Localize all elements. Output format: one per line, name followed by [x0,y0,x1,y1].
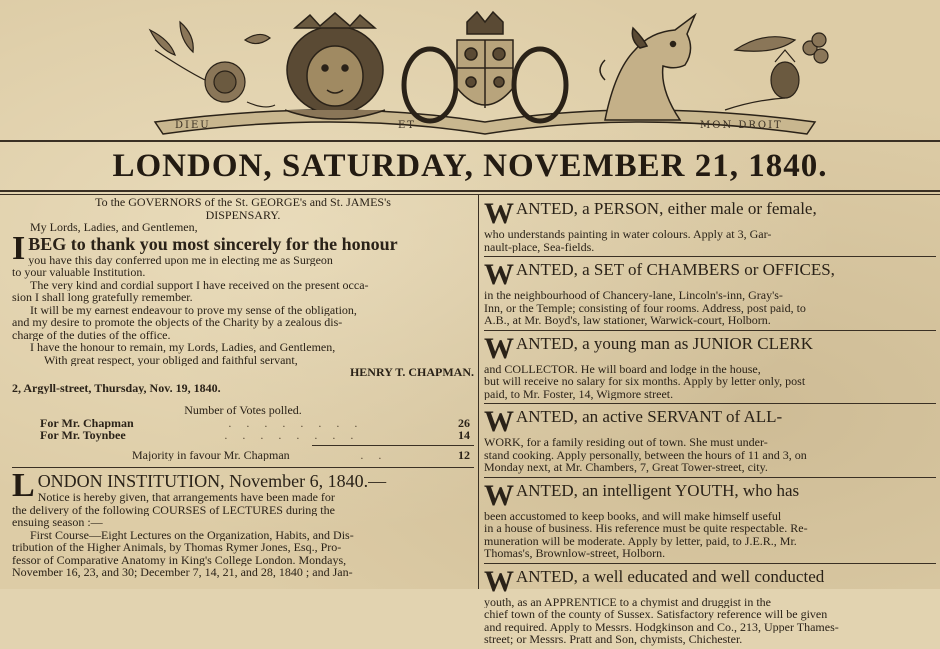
letter-address: To the GOVERNORS of the St. GEORGE's and St. JAMES's [95,196,391,209]
wanted-ad [484,331,936,405]
votes-title: Number of Votes polled. [184,404,302,417]
ad-line: nault-place, Sea-fields. [484,240,595,253]
ad-dropcap: W [484,261,514,289]
leader-dots: . . . . . . . . [224,429,360,442]
votes-row-value: 14 [458,429,470,442]
ad-line: been accustomed to keep books, and will make himself useful [484,509,782,522]
column-divider [478,194,479,589]
votes-row-value: 26 [458,416,470,429]
ad-line: and required. Apply to Messrs. Hodgkinson and Co., 213, Upper Thames- [484,620,839,633]
wanted-ad [484,196,936,257]
ad-dropcap: W [484,481,514,510]
letter-address-2: DISPENSARY. [205,208,281,221]
letter-signature: HENRY T. CHAPMAN. [349,366,474,379]
institution-line: tribution of the Higher Animals, by Thomas Rymer Jones, Esq., Pro- [12,541,342,554]
institution-line: the delivery of the following COURSES of LECTURES during the [12,503,335,516]
votes-row-label: For Mr. Chapman [40,416,134,429]
ad-dropcap: W [484,567,514,596]
votes-table [12,404,474,461]
ad-headline: ANTED, an active SERVANT of ALL- [516,408,783,426]
institution-line: fessor of Comparative Anatomy in King's College London. Mondays, [12,553,347,566]
motto-et: ET [398,120,416,131]
royal-coat-of-arms-illustration [135,10,835,138]
ad-line: chief town of the county of Sussex. Satisfactory reference will be given [484,608,828,621]
ad-line: Monday next, at Mr. Chambers, 7, Great Tower-street, city. [484,461,768,474]
ad-line: who understands painting in water colours. Apply at 3, Gar- [484,228,772,241]
institution-head: ONDON INSTITUTION, November 6, 1840.— [37,471,387,491]
letter-line: I have the honour to remain, my Lords, Ladies, and Gentlemen, [30,341,336,354]
page-dateline: LONDON, SATURDAY, NOVEMBER 21, 1840. [112,148,828,184]
leader-dots: . . . . . . . . [228,416,364,429]
ad-line: in a house of business. His reference must be quite respectable. Re- [484,522,808,535]
institution-line: First Course—Eight Lectures on the Organization, Habits, and Dis- [30,528,354,541]
letter-line: With great respect, your obliged and faithful servant, [44,353,298,366]
ad-line: muneration will be moderate. Apply by letter, paid, to J.E.R., Mr. [484,534,797,547]
institution-line: ensuing season :— [12,516,103,529]
institution-dropcap: L [12,471,35,504]
dateline-rule-bottom [0,194,940,195]
votes-majority [12,449,474,462]
motto-dieu: DIEU [175,120,211,131]
letter-dropcap: I [12,233,26,266]
wanted-ad [484,257,936,331]
ad-dropcap: W [484,334,514,363]
ad-headline: ANTED, a well educated and well conducted [516,567,825,586]
leader-dots: . . [360,448,388,461]
right-column [484,196,936,646]
letter-line: to your valuable Institution. [12,266,146,279]
majority-label: Majority in favour Mr. Chapman [132,448,290,461]
ad-line: stand cooking. Apply personally, between the hours of 11 and 3, on [484,448,807,461]
ad-line: but will receive no salary for six months. Apply by letter only, post [484,375,806,388]
letter-line: sion I shall long gratefully remember. [12,291,193,304]
unicorn-icon [600,15,695,120]
ad-dropcap: W [484,408,514,436]
dateline-rule-top [0,190,940,192]
left-column [12,196,474,589]
motto-mon-droit: MON DROIT [700,120,783,131]
votes-row [12,429,474,442]
letter-line: It will be my earnest endeavour to prove my sense of the obligation, [30,303,357,316]
dispensary-letter [12,196,474,394]
wanted-ad [484,478,936,564]
ad-headline: ANTED, a PERSON, either male or female, [516,200,817,218]
ad-line: WORK, for a family residing out of town. She must under- [484,436,768,449]
ad-line: and COLLECTOR. He will board and lodge in the house, [484,362,761,375]
letter-salutation: My Lords, Ladies, and Gentlemen, [30,221,198,234]
wanted-ad [484,404,936,478]
letter-place-date: 2, Argyll-street, Thursday, Nov. 19, 1840. [12,381,221,394]
shield-icon [457,12,513,108]
ad-line: A.B., at Mr. Boyd's, law stationer, Warwick-court, Holborn. [484,314,771,327]
ad-line: youth, as an APPRENTICE to a chymist and druggist in the [484,595,771,608]
votes-row-label: For Mr. Toynbee [40,429,126,442]
lion-icon [285,13,385,119]
letter-line: The very kind and cordial support I have received on the present occa- [30,278,369,291]
institution-line: Notice is hereby given, that arrangements have been made for [37,491,335,504]
ad-headline: ANTED, a young man as JUNIOR CLERK [516,334,813,353]
ad-line: paid, to Mr. Foster, 14, Wigmore street. [484,387,674,400]
letter-line: you have this day conferred upon me in electing me as Surgeon [28,253,333,266]
letter-line: charge of the duties of the office. [12,328,171,341]
letter-line: BEG to thank you most sincerely for the honour [28,233,398,254]
thistle-icon [725,33,828,110]
majority-value: 12 [458,448,470,461]
votes-sum-rule [312,445,474,446]
institution-line: November 16, 23, and 30; December 7, 14, 21, and 28, 1840 ; and Jan- [12,566,353,579]
votes-row [12,417,474,430]
rose-icon [150,22,275,107]
ad-line: in the neighbourhood of Chancery-lane, Lincoln's-inn, Gray's- [484,289,783,302]
ad-headline: ANTED, a SET of CHAMBERS or OFFICES, [516,261,835,279]
section-divider [12,467,474,468]
ad-line: Inn, or the Temple; consisting of four rooms. Address, post paid, to [484,301,806,314]
wanted-ad [484,564,936,649]
masthead-rule [0,140,940,142]
ad-headline: ANTED, an intelligent YOUTH, who has [516,481,800,500]
ad-line: street; or Messrs. Pratt and Son, chymists, Chichester. [484,633,743,646]
letter-line: and my desire to promote the objects of the Charity by a zealous dis- [12,316,343,329]
ad-line: Thomas's, Brownlow-street, Holborn. [484,547,666,560]
ad-dropcap: W [484,200,514,228]
london-institution-notice [12,471,474,579]
